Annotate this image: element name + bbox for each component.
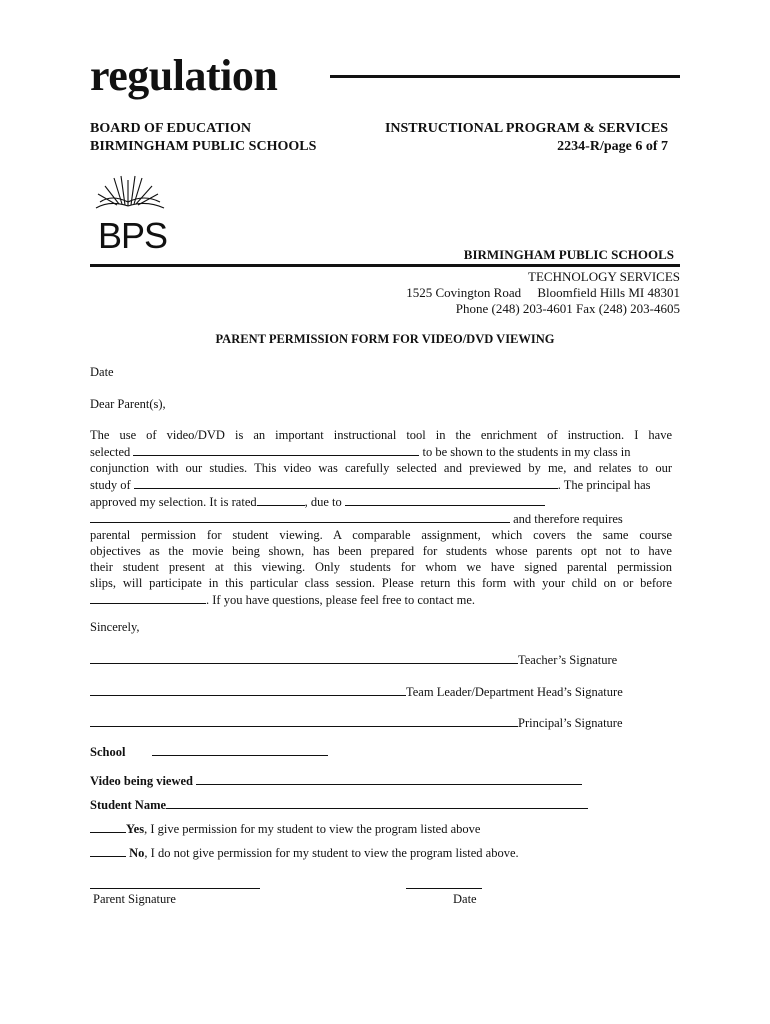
department-label: TECHNOLOGY SERVICES [528, 269, 680, 284]
district-label: BIRMINGHAM PUBLIC SCHOOLS [90, 139, 317, 154]
phone-fax: Phone (248) 203-4601 Fax (248) 203-4605 [455, 301, 680, 316]
student-name-field[interactable] [166, 796, 588, 809]
paragraph-line: objectives as the movie being shown, has been prepared for students whose parents opt not to have [90, 544, 672, 558]
paragraph-line: parental permission for student viewing. A comparable assignment, which covers the same course [90, 528, 672, 542]
form-title: PARENT PERMISSION FORM FOR VIDEO/DVD VIEWING [215, 332, 555, 346]
date-signature-label: Date [453, 892, 477, 906]
paragraph-line: study of . The principal has [90, 478, 651, 492]
org-name-block [464, 246, 680, 263]
parent-signature-line[interactable] [90, 876, 260, 889]
yes-option-row: Yes, I give permission for my student to view the program listed above [90, 820, 480, 837]
paragraph-line: The use of video/DVD is an important instructional tool in the enrichment of instruction. I have [90, 428, 672, 442]
video-row: Video being viewed [90, 772, 582, 789]
street-city-line [406, 285, 680, 301]
study-topic-blank[interactable] [134, 476, 558, 489]
bps-logo [88, 172, 174, 252]
video-field[interactable] [196, 772, 582, 785]
principal-signature-line[interactable] [90, 714, 518, 727]
street-address: 1525 Covington Road [406, 285, 522, 300]
org-address [406, 269, 680, 317]
page-number: 2234-R/page 6 of 7 [557, 139, 668, 154]
paragraph-line: . If you have questions, please feel free to contact me. [90, 591, 672, 608]
org-name: BIRMINGHAM PUBLIC SCHOOLS [463, 247, 674, 262]
paragraph-line: slips, will participate in this particular class session. Please return this form with your child on or before [90, 576, 672, 590]
letter-paragraph [90, 427, 672, 608]
school-field[interactable] [152, 743, 328, 756]
paragraph-line: conjunction with our studies. This video was carefully selected and previewed by me, and relates to our [90, 461, 672, 475]
date-line[interactable] [406, 876, 482, 889]
school-row: School [90, 743, 328, 760]
board-label: BOARD OF EDUCATION [90, 121, 252, 136]
teacher-signature-line[interactable] [90, 651, 518, 664]
header-right [385, 120, 668, 156]
no-checkbox-line[interactable] [90, 844, 126, 857]
rating-blank[interactable] [257, 493, 305, 506]
leader-signature-row: Team Leader/Department Head’s Signature [90, 683, 623, 700]
return-date-blank[interactable] [90, 591, 206, 604]
principal-signature-row: Principal’s Signature [90, 714, 623, 731]
paragraph-line: their student present at this viewing. Only students for whom we have signed parental permission [90, 560, 672, 574]
date-line-wrap [406, 876, 482, 893]
student-row: Student Name [90, 796, 588, 813]
header-left [90, 120, 316, 156]
logo-text: BPS [98, 215, 168, 252]
date-label: Date [90, 365, 114, 379]
org-rule [90, 264, 680, 267]
reason-blank[interactable] [345, 493, 545, 506]
reason-continued-blank[interactable] [90, 510, 510, 523]
parent-signature-label: Parent Signature [93, 892, 176, 906]
yes-checkbox-line[interactable] [90, 820, 126, 833]
section-label: INSTRUCTIONAL PROGRAM & SERVICES [384, 121, 668, 136]
no-option-row: No, I do not give permission for my student to view the program listed above. [90, 844, 519, 861]
leader-signature-line[interactable] [90, 683, 406, 696]
teacher-signature-row: Teacher’s Signature [90, 651, 617, 668]
paragraph-line: and therefore requires [90, 510, 672, 527]
open-book-icon [96, 176, 164, 208]
title-rule [330, 75, 680, 78]
city-address: Bloomfield Hills MI 48301 [537, 285, 680, 300]
document-type-title: regulation [90, 51, 278, 100]
video-title-blank[interactable] [133, 443, 419, 456]
paragraph-line: selected to be shown to the students in my class in [90, 445, 631, 459]
parent-signature-line-wrap [90, 876, 260, 893]
greeting: Dear Parent(s), [90, 397, 166, 411]
paragraph-line: approved my selection. It is rated , due to [90, 493, 672, 510]
closing: Sincerely, [90, 620, 140, 634]
